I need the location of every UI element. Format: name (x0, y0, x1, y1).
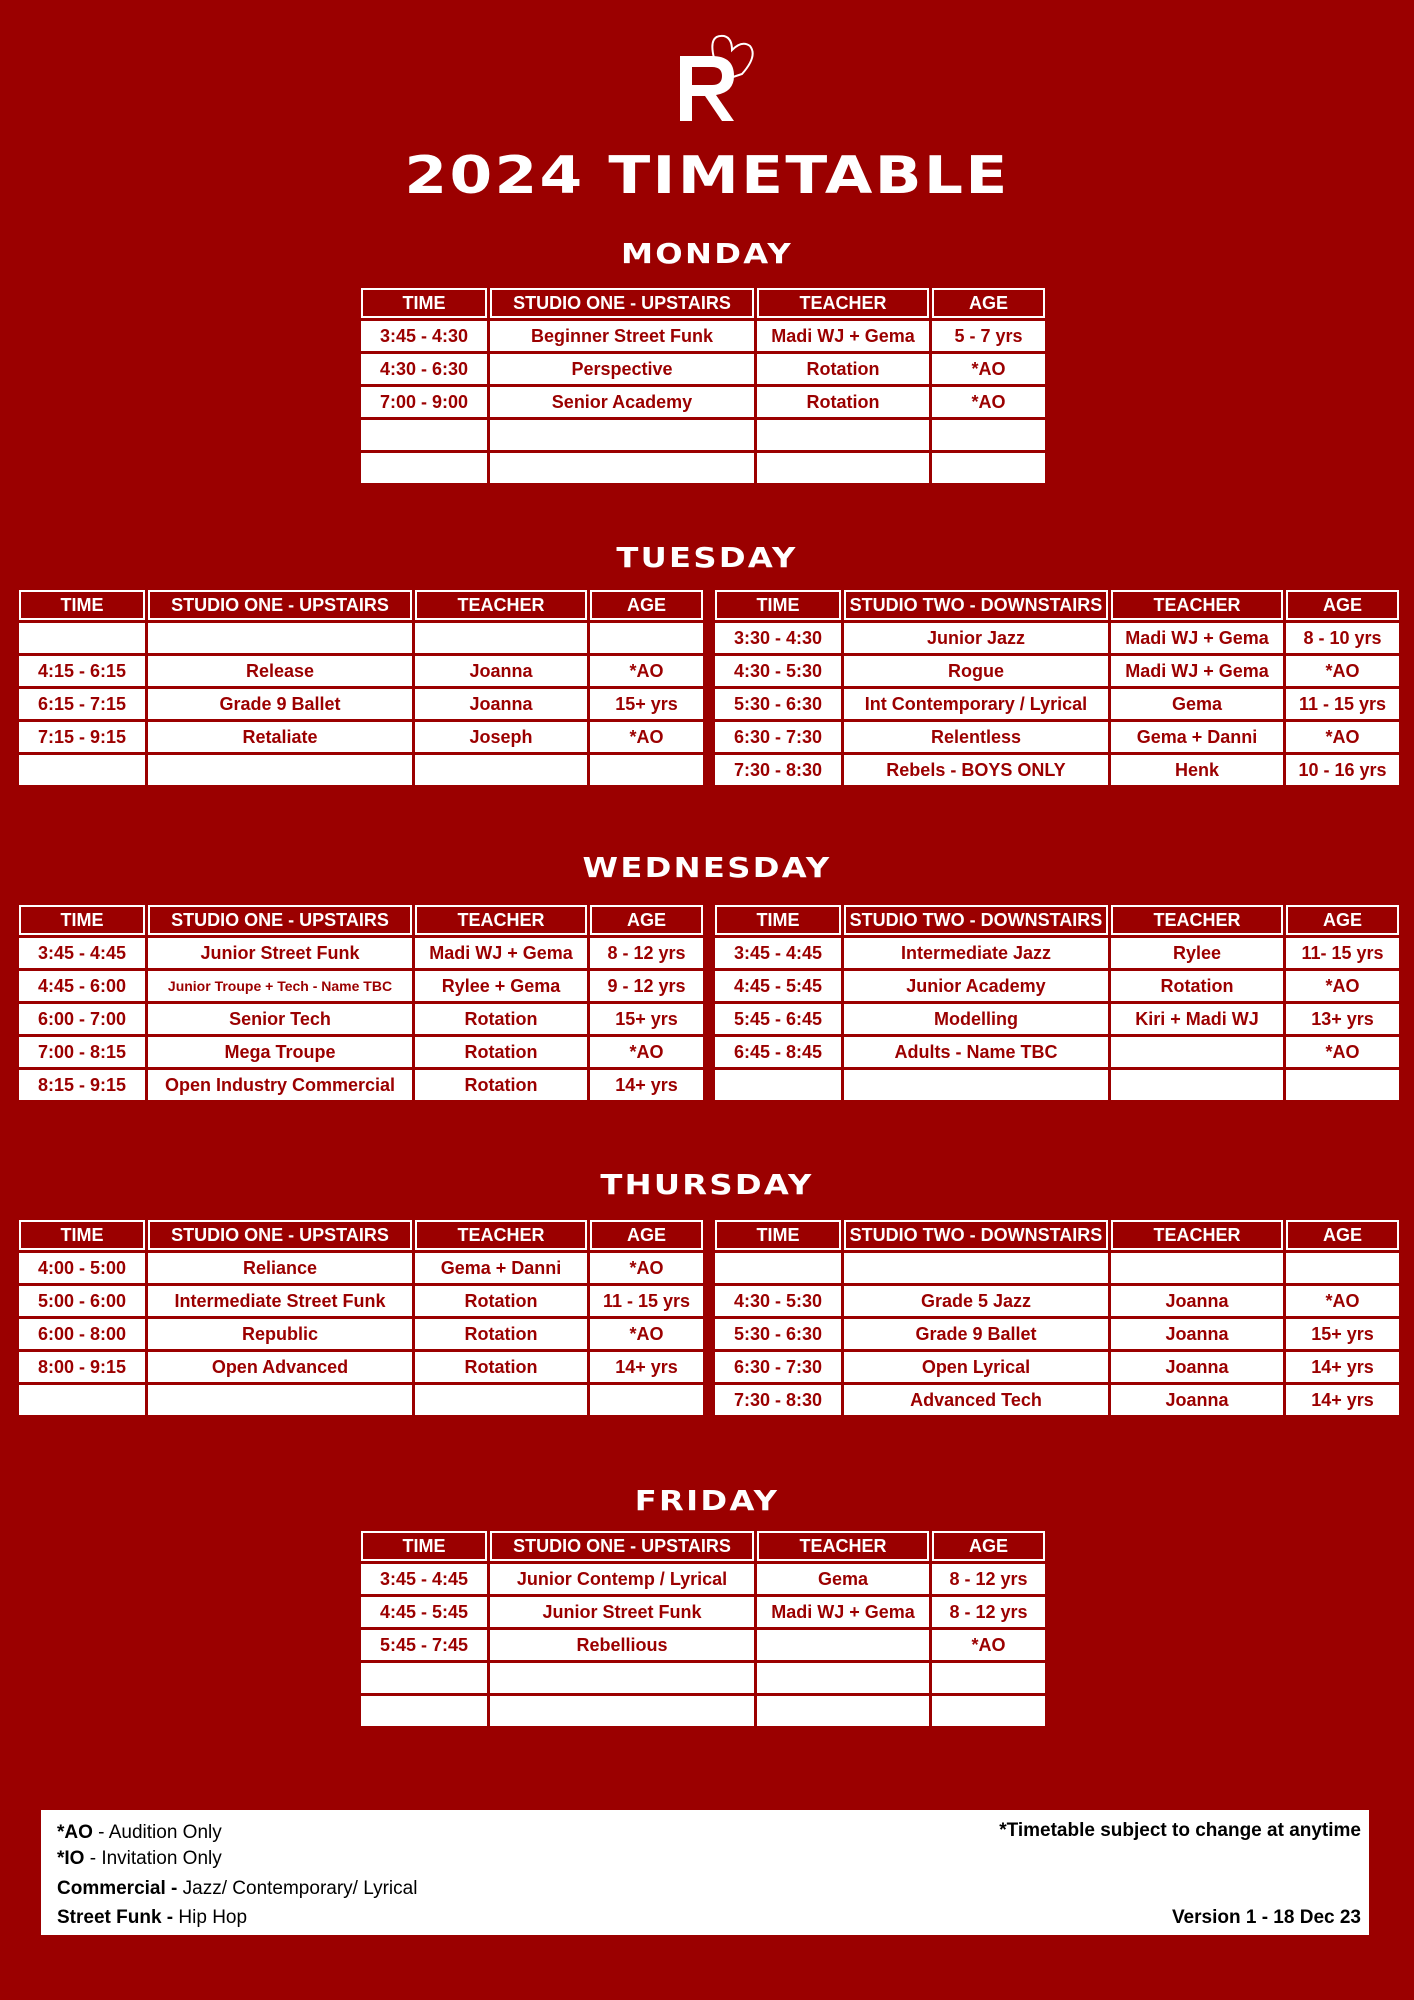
age-cell: 8 - 12 yrs (932, 1597, 1045, 1627)
time-cell: 6:00 - 8:00 (19, 1319, 145, 1349)
time-cell (19, 623, 145, 653)
teacher-cell: Rotation (415, 1286, 587, 1316)
column-header: TIME (19, 905, 145, 935)
day-heading-monday: MONDAY (620, 237, 794, 270)
class-cell: Senior Academy (490, 387, 754, 417)
time-cell: 6:00 - 7:00 (19, 1004, 145, 1034)
time-cell: 8:00 - 9:15 (19, 1352, 145, 1382)
class-cell (148, 623, 412, 653)
class-cell (490, 1663, 754, 1693)
table-row (19, 656, 703, 686)
header-row (715, 1220, 1399, 1250)
table-row (19, 623, 703, 653)
table-row (715, 971, 1399, 1001)
age-cell: 13+ yrs (1286, 1004, 1399, 1034)
teacher-cell: Joanna (1111, 1385, 1283, 1415)
class-cell: Mega Troupe (148, 1037, 412, 1067)
teacher-cell (1111, 1037, 1283, 1067)
column-header: TEACHER (1111, 590, 1283, 620)
table-row (19, 1004, 703, 1034)
table-row (715, 623, 1399, 653)
legend-ao: *AO - Audition Only (57, 1822, 222, 1843)
class-cell: Junior Troupe + Tech - Name TBC (148, 971, 412, 1001)
class-cell: Open Lyrical (844, 1352, 1108, 1382)
time-cell: 6:30 - 7:30 (715, 722, 841, 752)
time-cell: 6:30 - 7:30 (715, 1352, 841, 1382)
column-header: TEACHER (757, 288, 929, 318)
day-heading-wednesday: WEDNESDAY (582, 851, 832, 884)
time-cell: 5:45 - 7:45 (361, 1630, 487, 1660)
column-header: STUDIO ONE - UPSTAIRS (148, 1220, 412, 1250)
header-row (19, 1220, 703, 1250)
legend-street-funk: Street Funk - Hip Hop (57, 1907, 248, 1928)
column-header: AGE (1286, 590, 1399, 620)
age-cell: 15+ yrs (590, 1004, 703, 1034)
teacher-cell (757, 1630, 929, 1660)
column-header: STUDIO ONE - UPSTAIRS (148, 590, 412, 620)
class-cell: Grade 9 Ballet (148, 689, 412, 719)
age-cell: 14+ yrs (1286, 1352, 1399, 1382)
timetable-wednesday-studio-one (16, 902, 706, 1103)
column-header: AGE (932, 288, 1045, 318)
column-header: TEACHER (415, 905, 587, 935)
time-cell: 3:45 - 4:45 (715, 938, 841, 968)
time-cell (715, 1070, 841, 1100)
column-header: AGE (932, 1531, 1045, 1561)
teacher-cell (1111, 1070, 1283, 1100)
time-cell: 5:30 - 6:30 (715, 689, 841, 719)
teacher-cell: Rotation (415, 1037, 587, 1067)
teacher-cell (757, 453, 929, 483)
age-cell (590, 755, 703, 785)
class-cell: Adults - Name TBC (844, 1037, 1108, 1067)
time-cell: 3:30 - 4:30 (715, 623, 841, 653)
class-cell: Open Industry Commercial (148, 1070, 412, 1100)
column-header: AGE (590, 905, 703, 935)
table-row (361, 1564, 1045, 1594)
age-cell: *AO (932, 387, 1045, 417)
teacher-cell (415, 1385, 587, 1415)
column-header: TIME (361, 288, 487, 318)
age-cell: *AO (932, 1630, 1045, 1660)
timetable-thursday-studio-two (712, 1217, 1402, 1418)
time-cell (361, 420, 487, 450)
teacher-cell: Rotation (415, 1352, 587, 1382)
column-header: TEACHER (1111, 905, 1283, 935)
column-header: TIME (715, 590, 841, 620)
class-cell (490, 453, 754, 483)
column-header: AGE (590, 590, 703, 620)
time-cell: 4:15 - 6:15 (19, 656, 145, 686)
teacher-cell: Madi WJ + Gema (757, 1597, 929, 1627)
age-cell (1286, 1070, 1399, 1100)
time-cell: 7:30 - 8:30 (715, 1385, 841, 1415)
class-cell: Retaliate (148, 722, 412, 752)
column-header: TIME (19, 1220, 145, 1250)
class-cell (148, 755, 412, 785)
class-cell: Perspective (490, 354, 754, 384)
class-cell: Intermediate Jazz (844, 938, 1108, 968)
legend-footer (41, 1810, 1369, 1935)
table-row (715, 1385, 1399, 1415)
age-cell: *AO (590, 722, 703, 752)
table-row (715, 1253, 1399, 1283)
table-row (19, 1286, 703, 1316)
column-header: TEACHER (415, 590, 587, 620)
age-cell: 9 - 12 yrs (590, 971, 703, 1001)
age-cell: *AO (1286, 971, 1399, 1001)
column-header: STUDIO ONE - UPSTAIRS (490, 288, 754, 318)
class-cell: Intermediate Street Funk (148, 1286, 412, 1316)
table-row (715, 1286, 1399, 1316)
time-cell: 4:45 - 5:45 (361, 1597, 487, 1627)
time-cell: 4:30 - 5:30 (715, 656, 841, 686)
timetable-tuesday-studio-two (712, 587, 1402, 788)
table-row (715, 1037, 1399, 1067)
teacher-cell: Gema (757, 1564, 929, 1594)
table-row (19, 1352, 703, 1382)
table-row (361, 1597, 1045, 1627)
time-cell (715, 1253, 841, 1283)
time-cell (19, 1385, 145, 1415)
class-cell: Junior Street Funk (148, 938, 412, 968)
column-header: TIME (715, 1220, 841, 1250)
day-heading-friday: FRIDAY (634, 1484, 780, 1517)
table-row (715, 1004, 1399, 1034)
table-row (361, 1696, 1045, 1726)
column-header: AGE (1286, 1220, 1399, 1250)
age-cell: 10 - 16 yrs (1286, 755, 1399, 785)
class-cell: Junior Street Funk (490, 1597, 754, 1627)
header-row (361, 1531, 1045, 1561)
age-cell: 14+ yrs (590, 1352, 703, 1382)
time-cell: 6:15 - 7:15 (19, 689, 145, 719)
table-row (19, 1253, 703, 1283)
class-cell (148, 1385, 412, 1415)
table-row (19, 755, 703, 785)
age-cell: *AO (1286, 656, 1399, 686)
table-row (715, 938, 1399, 968)
column-header: TIME (361, 1531, 487, 1561)
class-cell: Senior Tech (148, 1004, 412, 1034)
class-cell: Modelling (844, 1004, 1108, 1034)
age-cell (1286, 1253, 1399, 1283)
teacher-cell: Madi WJ + Gema (757, 321, 929, 351)
table-row (361, 354, 1045, 384)
teacher-cell (415, 623, 587, 653)
teacher-cell (757, 420, 929, 450)
teacher-cell: Rotation (1111, 971, 1283, 1001)
age-cell: *AO (590, 1319, 703, 1349)
time-cell: 5:45 - 6:45 (715, 1004, 841, 1034)
age-cell: 15+ yrs (1286, 1319, 1399, 1349)
age-cell: *AO (1286, 1037, 1399, 1067)
class-cell (490, 420, 754, 450)
time-cell: 3:45 - 4:45 (19, 938, 145, 968)
teacher-cell: Rotation (757, 354, 929, 384)
class-cell: Beginner Street Funk (490, 321, 754, 351)
class-cell: Junior Jazz (844, 623, 1108, 653)
time-cell: 8:15 - 9:15 (19, 1070, 145, 1100)
table-row (715, 722, 1399, 752)
time-cell: 3:45 - 4:30 (361, 321, 487, 351)
teacher-cell: Kiri + Madi WJ (1111, 1004, 1283, 1034)
class-cell: Release (148, 656, 412, 686)
table-row (715, 1352, 1399, 1382)
teacher-cell: Joanna (415, 689, 587, 719)
time-cell: 4:30 - 6:30 (361, 354, 487, 384)
table-row (19, 1385, 703, 1415)
class-cell (844, 1253, 1108, 1283)
age-cell (932, 1663, 1045, 1693)
time-cell: 7:00 - 9:00 (361, 387, 487, 417)
page-title: 2024 TIMETABLE (404, 146, 1010, 206)
age-cell: *AO (590, 1037, 703, 1067)
time-cell: 3:45 - 4:45 (361, 1564, 487, 1594)
age-cell (590, 623, 703, 653)
column-header: STUDIO TWO - DOWNSTAIRS (844, 1220, 1108, 1250)
teacher-cell (757, 1663, 929, 1693)
timetable-tuesday-studio-one (16, 587, 706, 788)
teacher-cell (757, 1696, 929, 1726)
class-cell: Advanced Tech (844, 1385, 1108, 1415)
class-cell (844, 1070, 1108, 1100)
class-cell: Grade 5 Jazz (844, 1286, 1108, 1316)
table-row (715, 755, 1399, 785)
time-cell: 4:45 - 5:45 (715, 971, 841, 1001)
table-row (361, 420, 1045, 450)
legend-io: *IO - Invitation Only (57, 1848, 222, 1869)
class-cell: Reliance (148, 1253, 412, 1283)
column-header: TIME (715, 905, 841, 935)
time-cell: 4:45 - 6:00 (19, 971, 145, 1001)
time-cell (361, 453, 487, 483)
table-row (19, 722, 703, 752)
time-cell: 5:00 - 6:00 (19, 1286, 145, 1316)
age-cell: 8 - 10 yrs (1286, 623, 1399, 653)
header-row (19, 590, 703, 620)
table-row (19, 971, 703, 1001)
table-row (715, 1070, 1399, 1100)
class-cell: Junior Academy (844, 971, 1108, 1001)
table-row (19, 938, 703, 968)
age-cell: 14+ yrs (590, 1070, 703, 1100)
header-row (361, 288, 1045, 318)
class-cell: Rogue (844, 656, 1108, 686)
class-cell: Republic (148, 1319, 412, 1349)
time-cell: 4:00 - 5:00 (19, 1253, 145, 1283)
version-label: Version 1 - 18 Dec 23 (1171, 1907, 1361, 1928)
age-cell: *AO (1286, 1286, 1399, 1316)
legend-commercial: Commercial - Jazz/ Contemporary/ Lyrical (57, 1878, 418, 1899)
age-cell: 8 - 12 yrs (932, 1564, 1045, 1594)
class-cell: Grade 9 Ballet (844, 1319, 1108, 1349)
table-row (361, 1630, 1045, 1660)
teacher-cell (1111, 1253, 1283, 1283)
time-cell (19, 755, 145, 785)
time-cell: 7:00 - 8:15 (19, 1037, 145, 1067)
column-header: TEACHER (1111, 1220, 1283, 1250)
age-cell: *AO (590, 656, 703, 686)
table-row (19, 1319, 703, 1349)
age-cell: *AO (932, 354, 1045, 384)
teacher-cell: Rotation (415, 1319, 587, 1349)
timetable-wednesday-studio-two (712, 902, 1402, 1103)
table-row (715, 689, 1399, 719)
timetable-friday-studio-one (358, 1528, 1048, 1729)
class-cell: Int Contemporary / Lyrical (844, 689, 1108, 719)
age-cell: 11 - 15 yrs (1286, 689, 1399, 719)
header-row (19, 905, 703, 935)
class-cell (490, 1696, 754, 1726)
teacher-cell: Joseph (415, 722, 587, 752)
column-header: TIME (19, 590, 145, 620)
age-cell: 15+ yrs (590, 689, 703, 719)
timetable-monday-studio-one (358, 285, 1048, 486)
teacher-cell: Rylee + Gema (415, 971, 587, 1001)
teacher-cell: Madi WJ + Gema (1111, 623, 1283, 653)
teacher-cell: Rotation (757, 387, 929, 417)
teacher-cell: Joanna (415, 656, 587, 686)
column-header: TEACHER (757, 1531, 929, 1561)
age-cell: *AO (1286, 722, 1399, 752)
age-cell: 11 - 15 yrs (590, 1286, 703, 1316)
table-row (19, 1070, 703, 1100)
header-row (715, 590, 1399, 620)
age-cell: *AO (590, 1253, 703, 1283)
teacher-cell: Madi WJ + Gema (1111, 656, 1283, 686)
class-cell: Relentless (844, 722, 1108, 752)
time-cell: 5:30 - 6:30 (715, 1319, 841, 1349)
column-header: STUDIO TWO - DOWNSTAIRS (844, 590, 1108, 620)
teacher-cell: Madi WJ + Gema (415, 938, 587, 968)
table-row (361, 453, 1045, 483)
column-header: AGE (590, 1220, 703, 1250)
age-cell (932, 420, 1045, 450)
teacher-cell: Rotation (415, 1004, 587, 1034)
table-row (361, 387, 1045, 417)
class-cell: Rebels - BOYS ONLY (844, 755, 1108, 785)
age-cell: 5 - 7 yrs (932, 321, 1045, 351)
age-cell: 11- 15 yrs (1286, 938, 1399, 968)
teacher-cell: Rylee (1111, 938, 1283, 968)
column-header: STUDIO ONE - UPSTAIRS (148, 905, 412, 935)
class-cell: Junior Contemp / Lyrical (490, 1564, 754, 1594)
teacher-cell: Rotation (415, 1070, 587, 1100)
logo (672, 16, 756, 124)
table-row (715, 1319, 1399, 1349)
age-cell (932, 453, 1045, 483)
age-cell: 8 - 12 yrs (590, 938, 703, 968)
column-header: TEACHER (415, 1220, 587, 1250)
age-cell: 14+ yrs (1286, 1385, 1399, 1415)
age-cell (590, 1385, 703, 1415)
time-cell: 7:15 - 9:15 (19, 722, 145, 752)
teacher-cell: Joanna (1111, 1352, 1283, 1382)
class-cell: Rebellious (490, 1630, 754, 1660)
time-cell: 7:30 - 8:30 (715, 755, 841, 785)
time-cell: 6:45 - 8:45 (715, 1037, 841, 1067)
day-heading-tuesday: TUESDAY (616, 541, 798, 574)
table-row (19, 689, 703, 719)
header-row (715, 905, 1399, 935)
time-cell: 4:30 - 5:30 (715, 1286, 841, 1316)
column-header: STUDIO TWO - DOWNSTAIRS (844, 905, 1108, 935)
teacher-cell: Gema + Danni (415, 1253, 587, 1283)
teacher-cell: Gema + Danni (1111, 722, 1283, 752)
age-cell (932, 1696, 1045, 1726)
table-row (715, 656, 1399, 686)
class-cell: Open Advanced (148, 1352, 412, 1382)
teacher-cell: Joanna (1111, 1286, 1283, 1316)
table-row (361, 1663, 1045, 1693)
day-heading-thursday: THURSDAY (600, 1168, 814, 1201)
timetable-thursday-studio-one (16, 1217, 706, 1418)
teacher-cell (415, 755, 587, 785)
table-row (19, 1037, 703, 1067)
disclaimer: *Timetable subject to change at anytime (999, 1820, 1361, 1841)
table-row (361, 321, 1045, 351)
column-header: STUDIO ONE - UPSTAIRS (490, 1531, 754, 1561)
teacher-cell: Gema (1111, 689, 1283, 719)
teacher-cell: Henk (1111, 755, 1283, 785)
teacher-cell: Joanna (1111, 1319, 1283, 1349)
time-cell (361, 1663, 487, 1693)
column-header: AGE (1286, 905, 1399, 935)
time-cell (361, 1696, 487, 1726)
